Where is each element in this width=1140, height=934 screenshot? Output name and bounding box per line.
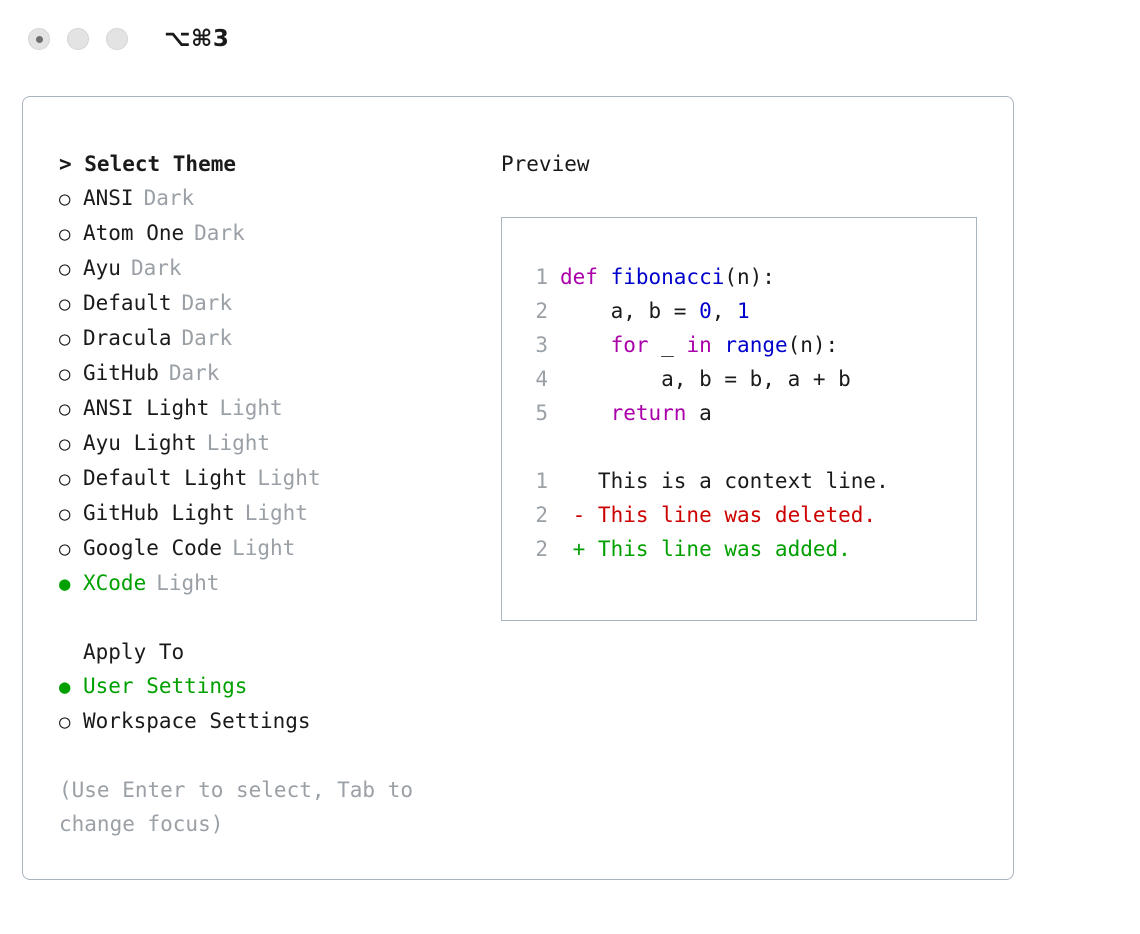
diff-text: - This line was deleted. xyxy=(560,503,877,527)
theme-option-variant: Dark xyxy=(130,256,182,280)
theme-option[interactable] xyxy=(59,566,489,601)
code-token: (n): xyxy=(724,265,775,289)
radio-unselected-icon: ○ xyxy=(59,398,71,420)
code-sample xyxy=(522,260,976,430)
theme-option[interactable] xyxy=(59,286,489,321)
minimize-button[interactable] xyxy=(67,28,89,50)
code-line xyxy=(522,294,976,328)
code-token: (n): xyxy=(787,333,839,357)
line-number: 1 xyxy=(535,469,548,493)
apply-to-option-label: User Settings xyxy=(83,674,248,698)
code-line xyxy=(522,396,976,430)
line-number: 3 xyxy=(535,333,548,357)
theme-list xyxy=(59,181,489,601)
apply-to-list xyxy=(59,669,489,739)
select-theme-prompt: > Select Theme xyxy=(59,152,237,176)
code-token: a, b = xyxy=(560,299,700,323)
theme-option[interactable] xyxy=(59,321,489,356)
theme-option-label: Default Light xyxy=(83,466,248,490)
radio-unselected-icon: ○ xyxy=(59,188,71,210)
theme-option-label: Atom One xyxy=(83,221,185,245)
code-token: , xyxy=(711,299,738,323)
radio-unselected-icon: ○ xyxy=(59,503,71,525)
radio-unselected-icon: ○ xyxy=(59,468,71,490)
theme-option-label: Dracula xyxy=(83,326,172,350)
code-token: in xyxy=(686,333,712,357)
theme-option-variant: Light xyxy=(244,501,308,525)
line-number: 2 xyxy=(535,537,548,561)
window-shortcut-label: ⌥⌘3 xyxy=(164,26,230,52)
theme-option-variant: Dark xyxy=(168,361,220,385)
line-number: 1 xyxy=(535,265,548,289)
line-number: 4 xyxy=(535,367,548,391)
theme-option-label: Default xyxy=(83,291,172,315)
theme-option[interactable] xyxy=(59,251,489,286)
code-token xyxy=(712,333,725,357)
code-line xyxy=(522,328,976,362)
line-number: 5 xyxy=(535,401,548,425)
theme-option[interactable] xyxy=(59,391,489,426)
code-token: def xyxy=(560,265,611,289)
close-button[interactable] xyxy=(28,28,50,50)
diff-text: + This line was added. xyxy=(560,537,851,561)
code-line xyxy=(522,260,976,294)
radio-unselected-icon: ○ xyxy=(59,433,71,455)
theme-option-label: XCode xyxy=(83,571,147,595)
theme-option-variant: Dark xyxy=(143,186,195,210)
theme-option[interactable] xyxy=(59,531,489,566)
code-token: 1 xyxy=(737,299,750,323)
code-line xyxy=(522,362,976,396)
diff-line xyxy=(522,532,976,566)
code-token xyxy=(560,401,611,425)
theme-option[interactable] xyxy=(59,356,489,391)
radio-unselected-icon: ○ xyxy=(59,293,71,315)
theme-list-column xyxy=(59,147,489,841)
line-number: 2 xyxy=(535,299,548,323)
code-token xyxy=(560,333,611,357)
code-token: range xyxy=(724,333,788,357)
radio-unselected-icon: ○ xyxy=(59,223,71,245)
diff-line xyxy=(522,464,976,498)
theme-option-variant: Light xyxy=(257,466,321,490)
code-token: _ xyxy=(648,333,687,357)
window-titlebar xyxy=(0,0,1140,78)
theme-option-variant: Light xyxy=(232,536,296,560)
theme-option-variant: Dark xyxy=(181,291,233,315)
radio-unselected-icon: ○ xyxy=(59,258,71,280)
code-token: for xyxy=(610,333,649,357)
radio-selected-icon: ● xyxy=(59,676,71,698)
apply-to-option[interactable] xyxy=(59,704,489,739)
window-controls xyxy=(28,28,128,50)
apply-to-title: Apply To xyxy=(83,640,185,664)
theme-option-label: ANSI Light xyxy=(83,396,210,420)
theme-option-label: ANSI xyxy=(83,186,134,210)
preview-box xyxy=(501,217,977,621)
diff-line xyxy=(522,498,976,532)
code-token: fibonacci xyxy=(610,265,725,289)
code-token: a xyxy=(686,401,712,425)
code-token: a, b = b, a + b xyxy=(560,367,851,391)
diff-text: This is a context line. xyxy=(560,469,889,493)
keyboard-hint: (Use Enter to select, Tab to change focus) xyxy=(59,778,426,836)
theme-option-variant: Light xyxy=(156,571,220,595)
radio-selected-icon: ● xyxy=(59,573,71,595)
diff-sample xyxy=(522,464,976,566)
theme-picker-panel xyxy=(22,96,1014,880)
code-gap xyxy=(522,430,976,464)
apply-to-option[interactable] xyxy=(59,669,489,704)
theme-option-variant: Light xyxy=(206,431,271,455)
code-token: 0 xyxy=(699,299,712,323)
line-number: 2 xyxy=(535,503,548,527)
theme-option[interactable] xyxy=(59,426,489,461)
radio-unselected-icon: ○ xyxy=(59,711,71,733)
list-spacer xyxy=(59,601,489,635)
theme-option-label: GitHub Light xyxy=(83,501,235,525)
apply-to-option-label: Workspace Settings xyxy=(83,709,311,733)
theme-option-variant: Dark xyxy=(181,326,233,350)
theme-option-label: Ayu xyxy=(83,256,121,280)
theme-option[interactable] xyxy=(59,181,489,216)
maximize-button[interactable] xyxy=(106,28,128,50)
preview-title: Preview xyxy=(501,152,590,176)
theme-option[interactable] xyxy=(59,461,489,496)
theme-option-label: Google Code xyxy=(83,536,223,560)
radio-unselected-icon: ○ xyxy=(59,328,71,350)
radio-unselected-icon: ○ xyxy=(59,363,71,385)
theme-option-label: GitHub xyxy=(83,361,159,385)
theme-option-label: Ayu Light xyxy=(83,431,197,455)
code-token: return xyxy=(610,401,687,425)
radio-unselected-icon: ○ xyxy=(59,538,71,560)
theme-option-variant: Dark xyxy=(194,221,245,245)
theme-option[interactable] xyxy=(59,216,489,251)
theme-option-variant: Light xyxy=(219,396,283,420)
theme-option[interactable] xyxy=(59,496,489,531)
preview-column xyxy=(501,147,991,621)
